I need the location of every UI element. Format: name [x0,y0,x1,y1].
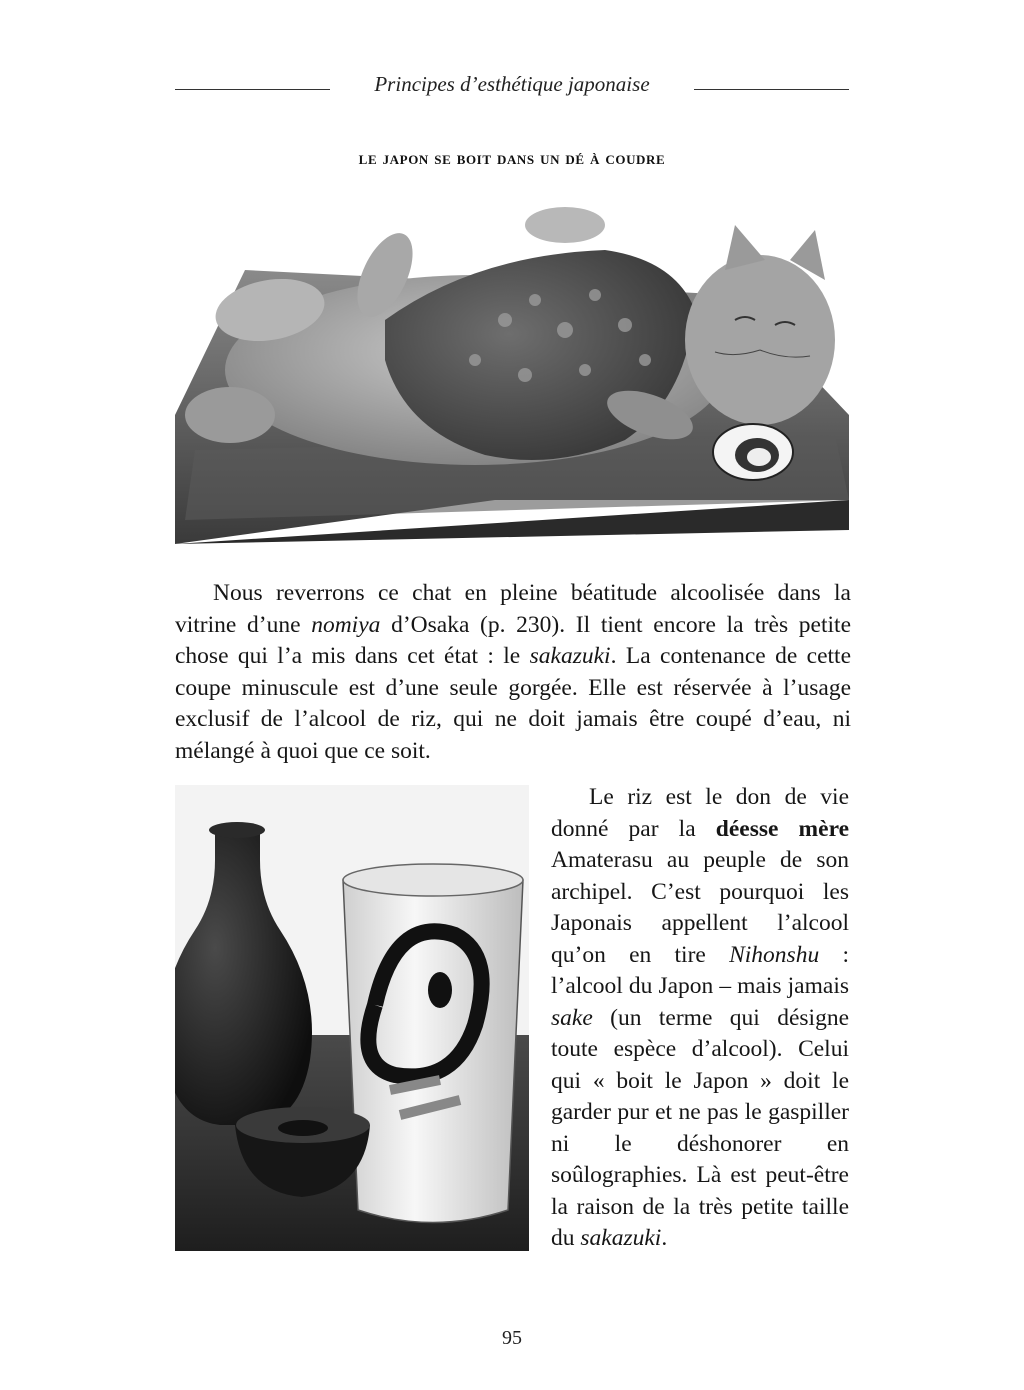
cat-head-shape [685,255,835,425]
cat-sculpture-illustration [175,200,849,544]
term-sake: sake [551,1004,593,1031]
sake-set-illustration [175,785,529,1251]
term-deesse-mere: déesse mère [715,815,849,842]
paragraph-1: Nous reverrons ce chat en pleine béatitude alcoolisée dans la vitrine d’une nomiya d’Osaka (p. 230). Il tient encore la très petite chose qui l’a mis dans cet état : le sakazuki. La contenance de cette coupe minuscule est d’une seule gorgée. Elle est réservée à l’usage exclusif de l’alcool de riz, qui ne doit jamais être coupé d’eau, ni mélangé à quoi que ce soit. [175,580,851,764]
sake-set-photo [175,785,529,1251]
cat-sculpture-photo [175,200,849,544]
page-number: 95 [502,1327,522,1349]
term-nomiya: nomiya [311,611,381,638]
term-nihonshu: Nihonshu [729,941,820,968]
paragraph-2: Le riz est le don de vie donné par la déesse mère Amaterasu au peuple de son archipel. C’est pourquoi les Japonais appellent l’alcool qu’on en tire Nihonshu : l’alcool du Japon – mais jamais sake (un terme qui désigne toute espèce d’alcool). Celui qui « boit le Japon » doit le garder pur et ne pas le gaspiller ni le déshonorer en soûlographies. Là est peut-être la raison de la très petite taille du sakazuki. [551,784,849,1251]
running-head-rule-right [694,89,849,90]
term-sakazuki: sakazuki [529,643,611,669]
running-head [175,72,849,104]
running-head-title: Principes d’esthétique japonaise [374,72,650,96]
section-title: le japon se boit dans un dé à coudre [358,148,666,169]
term-sakazuki-2: sakazuki [580,1225,662,1251]
